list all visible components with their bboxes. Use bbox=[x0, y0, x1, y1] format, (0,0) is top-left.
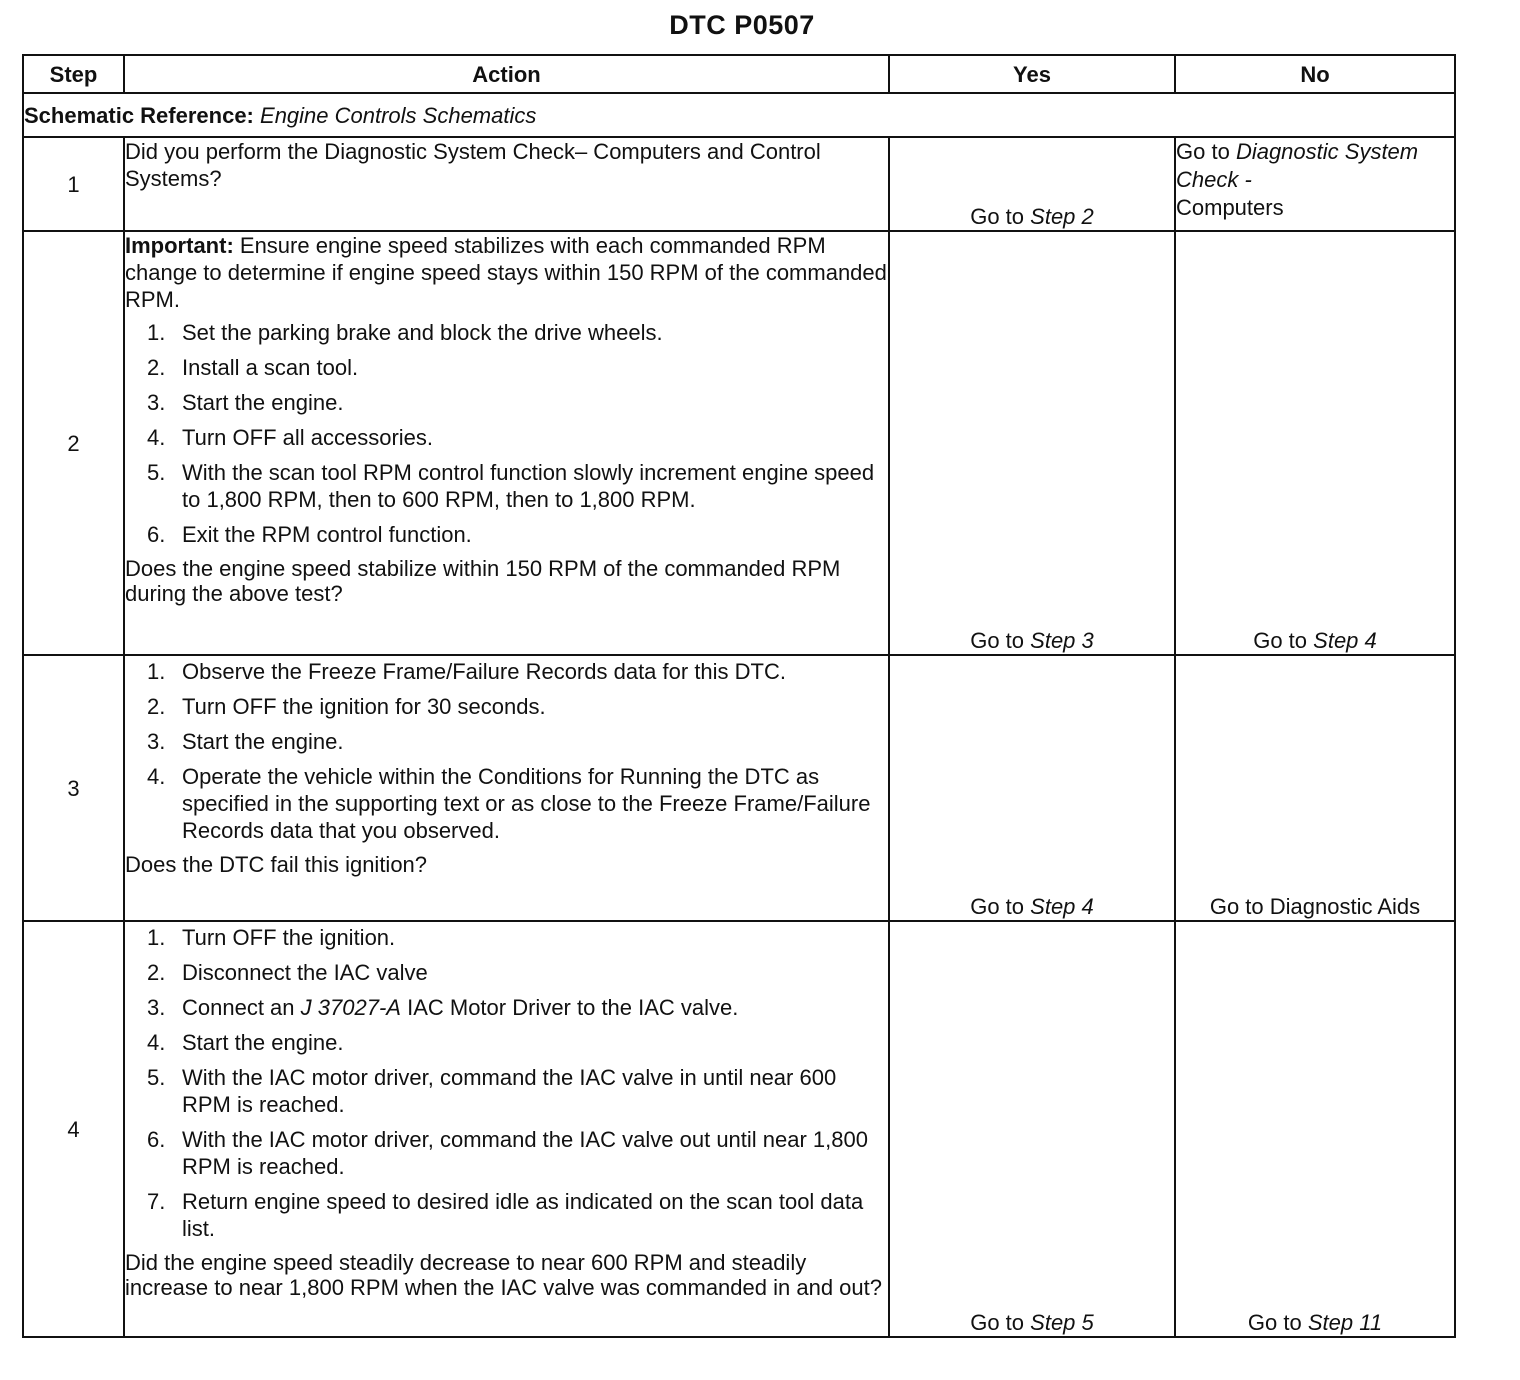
table-row-step-1 bbox=[23, 137, 1455, 231]
item-number: 4. bbox=[147, 425, 166, 450]
yes-cell bbox=[889, 921, 1175, 1337]
item-number: 4. bbox=[147, 1030, 166, 1055]
list-item bbox=[125, 658, 888, 685]
step-number: 3 bbox=[23, 655, 124, 921]
no-prefix: Go to bbox=[1253, 628, 1308, 653]
diagnostic-table bbox=[22, 54, 1456, 1338]
no-prefix: Go to bbox=[1247, 1310, 1302, 1335]
table-row-step-3 bbox=[23, 655, 1455, 921]
instruction-list bbox=[125, 924, 888, 1242]
instruction-list bbox=[125, 319, 888, 548]
list-item bbox=[125, 924, 888, 951]
page-title: DTC P0507 bbox=[669, 10, 815, 40]
no-link[interactable]: Step 11 bbox=[1307, 1310, 1383, 1335]
list-item bbox=[125, 693, 888, 720]
header-step: Step bbox=[23, 55, 124, 93]
no-link[interactable]: Step 4 bbox=[1313, 628, 1377, 653]
yes-link[interactable]: Step 4 bbox=[1030, 894, 1094, 919]
list-item bbox=[125, 521, 888, 548]
item-text: Start the engine. bbox=[182, 1030, 344, 1055]
no-link[interactable]: Diagnostic System Check - bbox=[1176, 139, 1419, 192]
item-text: With the IAC motor driver, command the IAC valve in until near 600 RPM is reached. bbox=[182, 1065, 837, 1117]
item-number: 3. bbox=[147, 729, 166, 754]
item-text: With the IAC motor driver, command the IAC valve out until near 1,800 RPM is reached. bbox=[182, 1127, 868, 1179]
yes-prefix: Go to bbox=[970, 894, 1025, 919]
item-text: Turn OFF all accessories. bbox=[182, 425, 434, 450]
yes-prefix: Go to bbox=[970, 1310, 1025, 1335]
yes-prefix: Go to bbox=[970, 204, 1025, 229]
action-cell bbox=[124, 921, 889, 1337]
item-number: 5. bbox=[147, 1065, 166, 1090]
header-row bbox=[23, 55, 1455, 93]
item-number: 6. bbox=[147, 522, 166, 547]
table-row-step-2 bbox=[23, 231, 1455, 655]
list-item bbox=[125, 354, 888, 381]
no-cell bbox=[1175, 655, 1455, 921]
item-number: 4. bbox=[147, 764, 166, 789]
question-text: Does the DTC fail this ignition? bbox=[125, 852, 428, 877]
list-item bbox=[125, 959, 888, 986]
important-note bbox=[125, 232, 888, 313]
item-text: Start the engine. bbox=[182, 729, 344, 754]
list-item bbox=[125, 728, 888, 755]
important-text: Ensure engine speed stabilizes with each commanded RPM change to determine if engine speed stays within 150 RPM of the commanded RPM. bbox=[125, 233, 887, 312]
item-text: IAC Motor Driver to the IAC valve. bbox=[407, 995, 739, 1020]
item-number: 1. bbox=[147, 659, 166, 684]
schematic-link[interactable]: Engine Controls Schematics bbox=[260, 102, 537, 128]
yes-cell bbox=[889, 137, 1175, 231]
item-text: Operate the vehicle within the Conditions for Running the DTC as specified in the supporting text or as close to the Freeze Frame/Failure Records data that you observed. bbox=[182, 764, 871, 843]
question-text: Did you perform the Diagnostic System Check– Computers and Control Systems? bbox=[125, 139, 821, 191]
list-item bbox=[125, 1188, 888, 1242]
item-number: 5. bbox=[147, 460, 166, 485]
item-number: 1. bbox=[147, 320, 166, 345]
action-cell bbox=[124, 655, 889, 921]
header-no: No bbox=[1175, 55, 1455, 93]
list-item bbox=[125, 1126, 888, 1180]
list-item bbox=[125, 389, 888, 416]
item-text: Turn OFF the ignition for 30 seconds. bbox=[182, 694, 546, 719]
list-item bbox=[125, 319, 888, 346]
list-item bbox=[125, 994, 888, 1021]
list-item bbox=[125, 763, 888, 844]
item-text: Turn OFF the ignition. bbox=[182, 925, 396, 950]
list-item bbox=[125, 424, 888, 451]
header-action: Action bbox=[124, 55, 889, 93]
item-text: Observe the Freeze Frame/Failure Records data for this DTC. bbox=[182, 659, 786, 684]
yes-prefix: Go to bbox=[970, 628, 1025, 653]
list-item bbox=[125, 459, 888, 513]
item-text: Start the engine. bbox=[182, 390, 344, 415]
schematic-reference bbox=[23, 93, 1455, 137]
yes-link[interactable]: Step 2 bbox=[1030, 204, 1094, 229]
header-yes: Yes bbox=[889, 55, 1175, 93]
question-text: Did the engine speed steadily decrease to near 600 RPM and steadily increase to near 1,800 RPM when the IAC valve was commanded in and out? bbox=[125, 1250, 882, 1300]
item-number: 3. bbox=[147, 995, 166, 1020]
no-cell bbox=[1175, 137, 1455, 231]
important-label: Important: bbox=[125, 233, 234, 258]
item-text: Exit the RPM control function. bbox=[182, 522, 472, 547]
yes-link[interactable]: Step 5 bbox=[1030, 1310, 1094, 1335]
item-number: 7. bbox=[147, 1189, 166, 1214]
step-number: 2 bbox=[23, 231, 124, 655]
item-number: 1. bbox=[147, 925, 166, 950]
no-cell bbox=[1175, 231, 1455, 655]
item-number: 2. bbox=[147, 694, 166, 719]
item-number: 2. bbox=[147, 960, 166, 985]
yes-cell bbox=[889, 231, 1175, 655]
no-prefix: Go to bbox=[1176, 139, 1230, 164]
item-number: 2. bbox=[147, 355, 166, 380]
schematic-row bbox=[23, 93, 1455, 137]
no-link[interactable]: Go to Diagnostic Aids bbox=[1209, 894, 1421, 919]
no-cell bbox=[1175, 921, 1455, 1337]
action-cell bbox=[124, 231, 889, 655]
question-text: Does the engine speed stabilize within 150 RPM of the commanded RPM during the above test? bbox=[125, 556, 841, 606]
item-number: 6. bbox=[147, 1127, 166, 1152]
yes-link[interactable]: Step 3 bbox=[1030, 628, 1094, 653]
table-row-step-4 bbox=[23, 921, 1455, 1337]
step-number: 4 bbox=[23, 921, 124, 1337]
item-text: Return engine speed to desired idle as indicated on the scan tool data list. bbox=[182, 1189, 864, 1241]
instruction-list bbox=[125, 658, 888, 844]
item-text: Disconnect the IAC valve bbox=[182, 960, 428, 985]
list-item bbox=[125, 1029, 888, 1056]
schematic-label: Schematic Reference: bbox=[24, 102, 254, 128]
yes-cell bbox=[889, 655, 1175, 921]
action-cell bbox=[124, 137, 889, 231]
item-text: Set the parking brake and block the drive wheels. bbox=[182, 320, 663, 345]
item-text: With the scan tool RPM control function slowly increment engine speed to 1,800 RPM, then to 600 RPM, then to 1,800 RPM. bbox=[182, 460, 875, 512]
item-text: Connect an bbox=[182, 995, 295, 1020]
no-suffix[interactable]: Computers bbox=[1176, 195, 1284, 220]
item-number: 3. bbox=[147, 390, 166, 415]
item-text: Install a scan tool. bbox=[182, 355, 359, 380]
step-number: 1 bbox=[23, 137, 124, 231]
list-item bbox=[125, 1064, 888, 1118]
tool-number: J 37027-A bbox=[300, 995, 401, 1020]
